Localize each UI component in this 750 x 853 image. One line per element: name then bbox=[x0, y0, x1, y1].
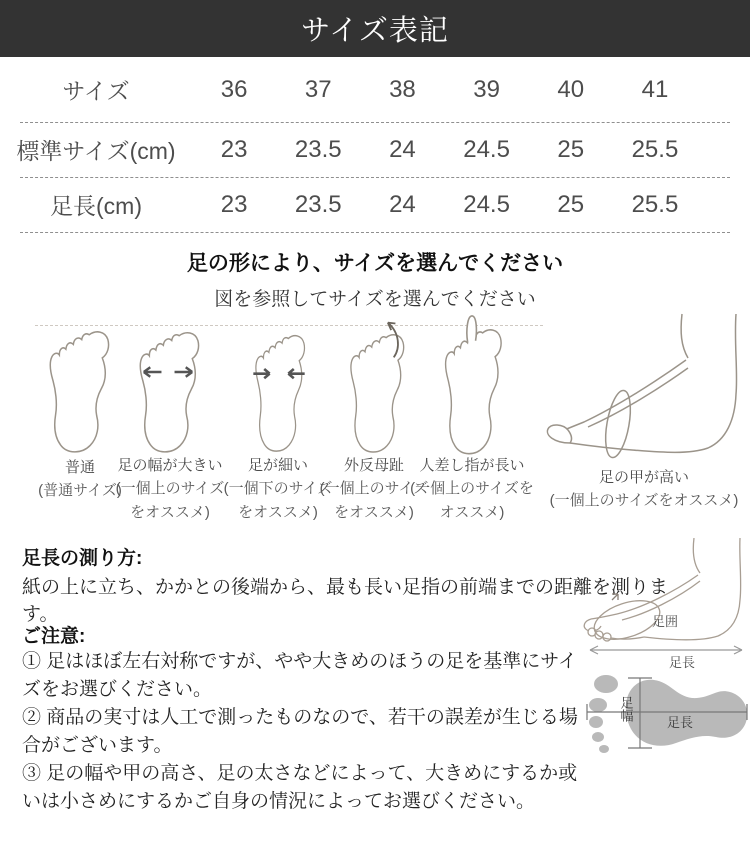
long-second-toe bbox=[467, 316, 477, 342]
notice-item: ③ 足の幅や甲の高さ、足の太さなどによって、大きめにするか或いは小さめにするかご自身の情況によってお選びください。 bbox=[22, 763, 578, 812]
table-cell: 25.5 bbox=[631, 135, 679, 163]
foot-type-caption bbox=[538, 466, 750, 513]
table-cell: 39 bbox=[473, 75, 500, 103]
table-cell: 25.5 bbox=[631, 190, 679, 218]
page-title: サイズ表記 bbox=[301, 15, 449, 47]
notice-item: ② 商品の実寸は人工で測ったものなので、若干の誤差が生じる場合がございます。 bbox=[22, 707, 578, 756]
foot-type-name: 足の幅が大きい bbox=[117, 457, 223, 474]
notice-list bbox=[22, 648, 594, 816]
foot-length-label: 足長 bbox=[668, 655, 696, 670]
length-arrow bbox=[590, 646, 742, 654]
table-row-standard-size bbox=[0, 122, 750, 177]
foot-type-name: 足の甲が高い bbox=[598, 469, 689, 486]
foot-type-name: 外反母趾 bbox=[343, 457, 404, 474]
foot-type-note: (一個上のサイズをオススメ) bbox=[115, 480, 225, 521]
foot-type-note: (普通サイズ) bbox=[38, 482, 122, 500]
footprint-shape bbox=[589, 675, 747, 753]
table-cell: 23.5 bbox=[294, 190, 342, 218]
row-label: 標準サイズ(cm) bbox=[16, 138, 176, 164]
table-cell: 23 bbox=[220, 135, 248, 163]
table-row-foot-length bbox=[0, 177, 750, 232]
guide-subheading: 図を参照してサイズを選んでください bbox=[214, 289, 536, 310]
notice-item: ① 足はほぼ左右対称ですが、やや大きめのほうの足を基準にサイズをお選びください。 bbox=[22, 651, 577, 700]
foot-girth-label: 足囲 bbox=[652, 614, 679, 629]
table-cell: 41 bbox=[641, 75, 669, 103]
header-bar bbox=[0, 0, 750, 57]
measure-heading: 足長の測り方: bbox=[22, 548, 143, 569]
footprint-measure-sketch bbox=[582, 672, 750, 760]
table-cell: 40 bbox=[557, 75, 585, 103]
table-cell: 25 bbox=[557, 190, 585, 218]
foot-width-label: 足幅 bbox=[618, 696, 634, 722]
table-cell: 23 bbox=[220, 190, 248, 218]
notice-heading: ご注意: bbox=[22, 626, 86, 647]
foot-diagram-normal bbox=[36, 328, 120, 458]
foot-measure-side-sketch bbox=[582, 538, 750, 672]
foot-type-caption bbox=[410, 454, 534, 524]
foot-type-note: (一個下のサイズをオススメ) bbox=[223, 480, 333, 521]
table-cell: 24.5 bbox=[463, 135, 510, 163]
table-cell: 24 bbox=[389, 135, 416, 163]
row-label: 足長(cm) bbox=[50, 193, 142, 219]
table-separator bbox=[20, 232, 730, 233]
foot-type-name: 人差し指が長い bbox=[419, 457, 525, 474]
foot-diagram-wide bbox=[126, 329, 210, 458]
table-cell: 24 bbox=[389, 190, 416, 218]
table-cell: 37 bbox=[304, 75, 332, 103]
foot-diagram-bunion bbox=[338, 316, 414, 458]
table-row-size bbox=[0, 57, 750, 122]
table-cell: 24.5 bbox=[463, 190, 510, 218]
table-cell: 23.5 bbox=[294, 135, 342, 163]
foot-type-note: (一個上のサイズをオススメ) bbox=[549, 492, 739, 510]
guide-heading: 足の形により、サイズを選んでください bbox=[186, 252, 564, 275]
row-label: サイズ bbox=[62, 78, 130, 104]
foot-length-label: 足長 bbox=[666, 715, 694, 730]
table-cell: 25 bbox=[557, 135, 585, 163]
foot-type-note: (一個上のサイズをオススメ) bbox=[410, 480, 534, 521]
foot-type-caption bbox=[112, 454, 228, 524]
foot-diagram-narrow bbox=[244, 332, 314, 457]
foot-type-name: 普通 bbox=[64, 459, 95, 476]
measure-body: 紙の上に立ち、かかとの後端から、最も長い足指の前端までの距離を測ります。 bbox=[22, 577, 669, 625]
foot-diagram-high-instep bbox=[540, 312, 745, 464]
table-cell: 36 bbox=[220, 75, 248, 103]
table-cell: 38 bbox=[389, 75, 416, 103]
foot-type-name: 足が細い bbox=[247, 457, 308, 474]
foot-type-note: (一個上のサイズをオススメ) bbox=[319, 480, 429, 521]
foot-diagram-long-toe bbox=[432, 312, 512, 460]
